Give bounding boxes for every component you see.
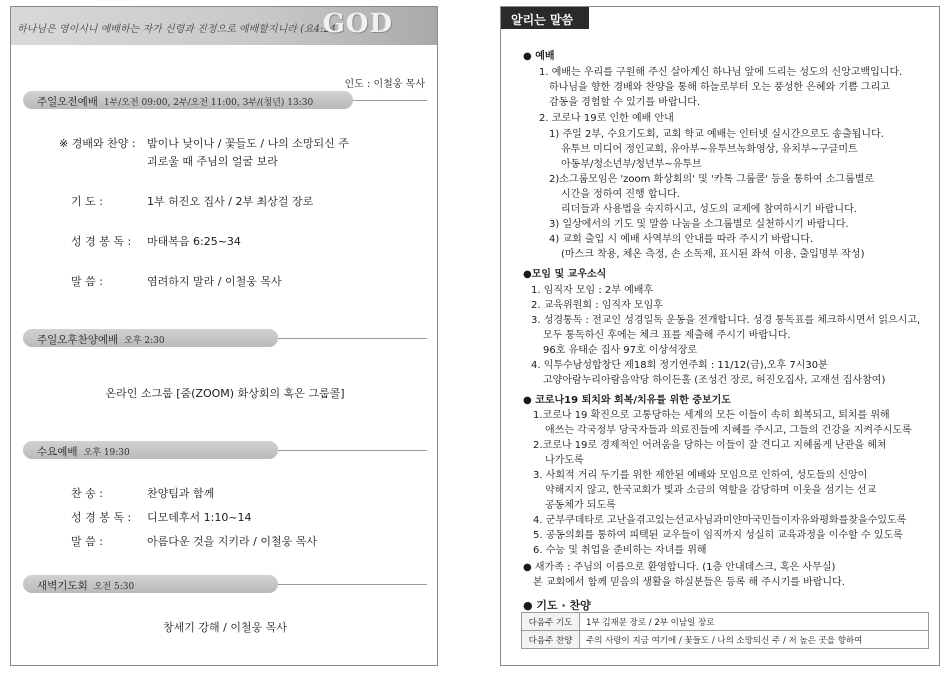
- announcements-panel: [500, 6, 940, 666]
- announcement-line: (마스크 착용, 체온 측정, 손 소독제, 표시된 좌석 이용, 출입명부 작성): [561, 249, 865, 260]
- announcement-line: ● 새가족 : 주님의 이름으로 환영합니다. (1층 안내데스크, 혹은 사무실): [523, 562, 836, 573]
- banner-verse: 하나님은 영이시니 예배하는 자가 신령과 진정으로 예배할지니라 (요4:24): [17, 24, 340, 35]
- announcement-line: 5. 공동의회를 통하여 피택된 교우들이 임직까지 성실히 교육과정을 이수할 수 있도록: [533, 530, 903, 541]
- announcement-line: 애쓰는 각국정부 당국자들과 의료진들에 지혜를 주시고, 그들의 건강을 지켜주시도록: [545, 425, 912, 436]
- scripture-value: 마태복음 6:25~34: [147, 235, 241, 248]
- prayer-row: [71, 193, 421, 207]
- announcement-heading: ● 기도 · 찬양: [523, 599, 591, 612]
- section-title: 주일오후찬양예배: [37, 334, 119, 346]
- announcement-line: 약해지지 않고, 한국교회가 빛과 소금의 역할을 감당하며 이웃을 섬기는 선교: [545, 485, 877, 496]
- hymn-row: [71, 485, 421, 499]
- prayer-praise-table: [521, 612, 929, 649]
- announcement-line: 6. 수능 및 취업을 준비하는 자녀를 위해: [533, 545, 707, 556]
- announcement-line: 감동을 경험할 수 있기를 바랍니다.: [549, 97, 701, 108]
- wed-sermon-row: [71, 533, 421, 547]
- sermon-value: 염려하지 말라 / 이철웅 목사: [147, 275, 282, 288]
- announcement-line: 4. 군부쿠데타로 고난을겪고있는선교사님과미얀마국민들이자유와평화를찾을수있도록: [533, 515, 907, 526]
- section-wednesday: [23, 441, 427, 459]
- wed-scripture-row: [71, 509, 421, 523]
- announcement-line: 아동부/청소년부/청년부~유투브: [561, 159, 702, 170]
- praise-value: 밤이나 낮이나 / 꽃들도 / 나의 소망되신 주: [147, 137, 349, 150]
- scripture-label: 성 경 봉 독 :: [71, 511, 132, 524]
- announcement-line: 고양아람누리아람음악당 하이든홀 (조성건 장로, 허진오집사, 고재선 집사참여): [543, 375, 886, 386]
- announcement-line: 1) 주일 2부, 수요기도회, 교회 학교 예배는 인터넷 실시간으로도 송출됩니다.: [549, 129, 884, 140]
- sermon-value: 아름다운 것을 지키라 / 이철웅 목사: [147, 535, 317, 548]
- announcements-title: 알리는 말씀: [501, 7, 589, 29]
- section-time: 오후 19:30: [83, 448, 130, 458]
- prayer-value: 1부 허진오 집사 / 2부 최상걸 장로: [147, 195, 314, 208]
- announcement-line: 나가도록: [545, 455, 584, 466]
- announcement-line: 공동체가 되도록: [545, 500, 616, 511]
- announcement-line: 시간을 정하여 진행 합니다.: [561, 189, 680, 200]
- announcement-line: 하나님을 향한 경배와 찬양을 통해 하늘로부터 오는 풍성한 은혜와 기쁨 그리고: [549, 82, 890, 93]
- sermon-label: 말 씀 :: [71, 535, 103, 548]
- dawn-note: 창세기 강해 / 이철웅 목사: [163, 621, 287, 634]
- announcement-line: 모두 통독하신 후에는 체크 표를 제출해 주시기 바랍니다.: [543, 330, 791, 341]
- worship-order-panel: [10, 6, 438, 666]
- section-title: 주일오전예배: [37, 96, 98, 108]
- announcement-line: 96호 유태순 집사 97호 이상석장로: [543, 345, 698, 356]
- announcement-line: 2)소그룹모임은 'zoom 화상회의' 및 '카톡 그룹콜' 등을 통하여 소그룹별로: [549, 174, 875, 185]
- hymn-value: 찬양팀과 함께: [147, 487, 215, 500]
- announcement-line: 2. 교육위원회 : 임직자 모임후: [531, 300, 663, 311]
- announcement-line: 3. 사회적 거리 두기를 위한 제한된 예배와 모임으로 인하여, 성도들의 신앙이: [533, 470, 868, 481]
- announcement-line: 유투브 미디어 정인교회, 유아부~유투브녹화영상, 유치부~구글미트: [561, 144, 858, 155]
- section-sunday-am: [23, 91, 427, 109]
- section-sunday-pm: [23, 329, 427, 347]
- scripture-row: [71, 233, 421, 247]
- praise-row: [59, 135, 429, 149]
- section-time: 오후 2:30: [124, 336, 165, 346]
- announcement-line: 2. 코로나 19로 인한 예배 안내: [539, 113, 674, 124]
- announcement-line: 3) 일상에서의 기도 및 말씀 나눔을 소그룹별로 실천하시기 바랍니다.: [549, 219, 849, 230]
- hymn-label: 찬 송 :: [71, 487, 103, 500]
- announcement-heading: ● 예배: [523, 51, 555, 62]
- announcement-line: 1.코로나 19 확진으로 고통당하는 세계의 모든 이들이 속히 회복되고, 퇴치를 위해: [533, 410, 890, 421]
- scripture-label: 성 경 봉 독 :: [71, 235, 132, 248]
- section-dawn: [23, 575, 427, 593]
- announcement-line: 3. 성경통독 : 전교인 성경일독 운동을 전개합니다. 성경 통독표를 체크하시면서 읽으시고,: [531, 315, 921, 326]
- section-title: 수요예배: [37, 446, 78, 458]
- announcement-heading: ● 코로나19 퇴치와 회복/치유를 위한 중보기도: [523, 395, 731, 406]
- header-banner: [11, 7, 437, 45]
- god-logo: GOD: [322, 9, 393, 39]
- announcement-line: 1. 임직자 모임 : 2부 예배후: [531, 285, 654, 296]
- announcement-line: 4) 교회 출입 시 예배 사역부의 안내를 따라 주시기 바랍니다.: [549, 234, 814, 245]
- announcement-line: 리더들과 사용법을 숙지하시고, 성도의 교제에 참여하시기 바랍니다.: [561, 204, 857, 215]
- announcement-line: 본 교회에서 함께 믿음의 생활을 하실분들은 등록 해 주시기를 바랍니다.: [533, 577, 845, 588]
- table-label: 다음주 찬양: [522, 631, 580, 649]
- table-value: 주의 사랑이 지금 여기에 / 꽃들도 / 나의 소망되신 주 / 저 높은 곳을 향하여: [580, 631, 929, 649]
- section-time: 1부/오전 09:00, 2부/오전 11:00, 3부/(청년) 13:30: [103, 98, 314, 108]
- praise-label: ※ 경배와 찬양 :: [59, 137, 136, 150]
- praise-value-line2: 괴로울 때 주님의 얼굴 보라: [147, 155, 278, 168]
- announcement-line: 4. 익투수남성합창단 제18회 정기연주회 : 11/12(금),오후 7시30분: [531, 360, 828, 371]
- section-time: 오전 5:30: [93, 582, 135, 592]
- section-title: 새벽기도회: [37, 580, 88, 592]
- sermon-row: [71, 273, 421, 287]
- announcement-line: 2.코로나 19로 경제적인 어려움을 당하는 이들이 잘 견디고 지혜롭게 난관을 헤쳐: [533, 440, 887, 451]
- scripture-value: 디모데후서 1:10~14: [147, 511, 252, 524]
- table-row: [522, 613, 929, 631]
- table-row: [522, 631, 929, 649]
- sermon-label: 말 씀 :: [71, 275, 103, 288]
- table-label: 다음주 기도: [522, 613, 580, 631]
- worship-leader: 인도 : 이철웅 목사: [344, 79, 425, 90]
- prayer-label: 기 도 :: [71, 195, 103, 208]
- announcement-line: 1. 예배는 우리를 구원해 주신 살아계신 하나님 앞에 드리는 성도의 신앙고백입니다.: [539, 67, 903, 78]
- sunday-pm-note: 온라인 소그룹 [줌(ZOOM) 화상회의 혹은 그룹콜]: [105, 387, 345, 400]
- table-value: 1부 김재문 장로 / 2부 이남일 장로: [580, 613, 929, 631]
- announcement-heading: ●모임 및 교우소식: [523, 269, 607, 280]
